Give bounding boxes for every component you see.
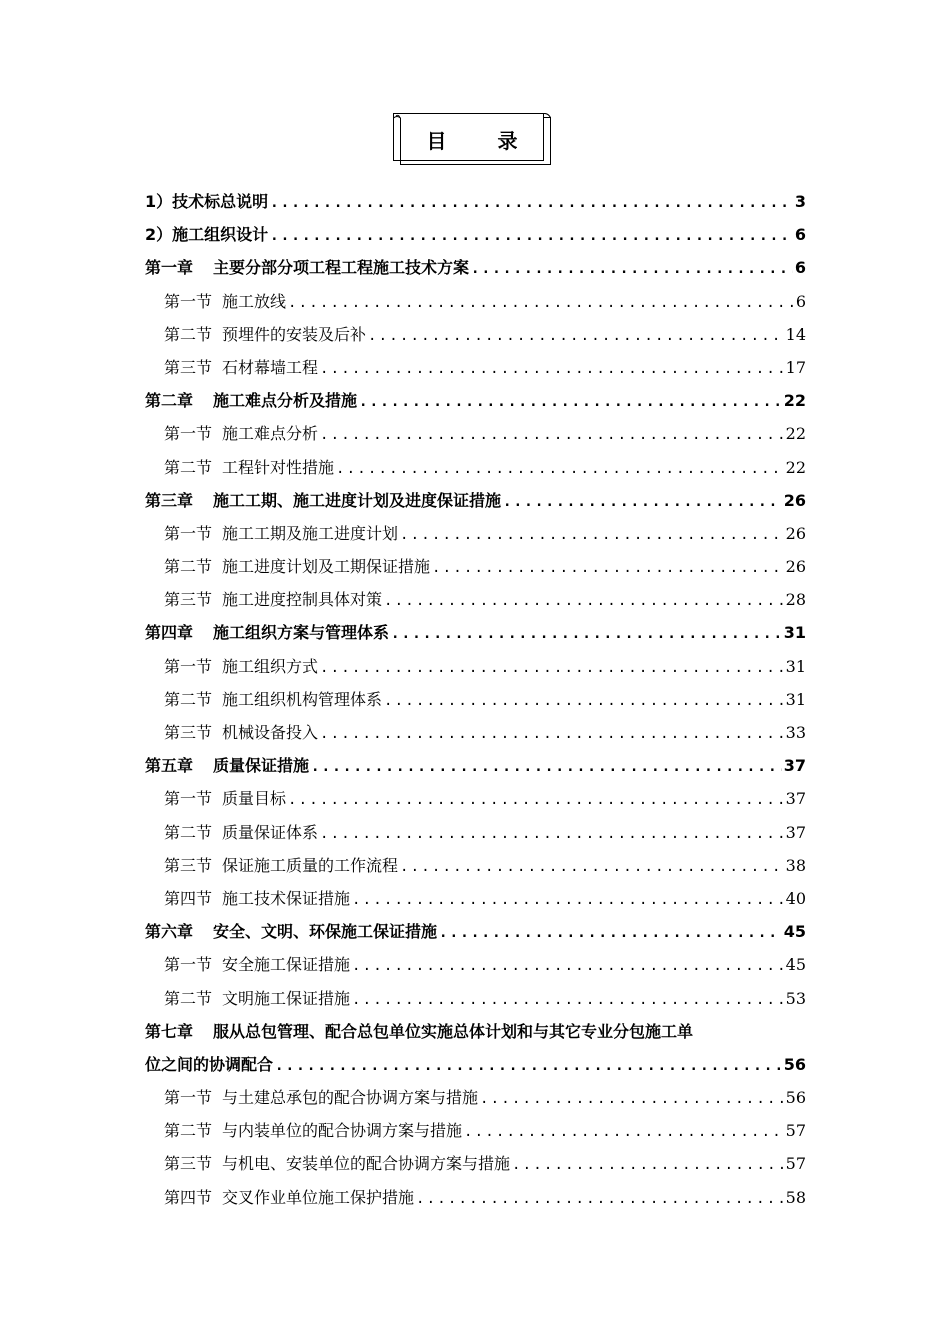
dot-leader bbox=[352, 950, 784, 983]
dot-leader bbox=[320, 818, 784, 851]
toc-entry-title-continued: 位之间的协调配合 bbox=[145, 1054, 274, 1074]
dot-leader bbox=[391, 618, 782, 651]
dot-leader bbox=[275, 1050, 782, 1083]
toc-section-entry[interactable] bbox=[145, 1081, 806, 1114]
toc-page-number: 17 bbox=[785, 357, 806, 377]
toc-section-entry[interactable] bbox=[145, 285, 806, 318]
toc-page-number: 40 bbox=[785, 888, 806, 908]
toc-chapter-entry[interactable] bbox=[145, 185, 806, 218]
toc-entry-number: 第一节 bbox=[164, 789, 213, 809]
toc-entry-number: 第二节 bbox=[164, 1121, 213, 1141]
toc-section-entry[interactable] bbox=[145, 849, 806, 882]
toc-page-number: 6 bbox=[795, 291, 806, 311]
toc-entry-number: 第一节 bbox=[164, 656, 213, 676]
toc-page-number: 53 bbox=[785, 988, 806, 1008]
toc-entry-title: 与内装单位的配合协调方案与措施 bbox=[222, 1121, 463, 1141]
table-of-contents bbox=[145, 185, 806, 1214]
toc-section-entry[interactable] bbox=[145, 982, 806, 1015]
toc-entry-label bbox=[145, 1048, 273, 1081]
toc-entry-label bbox=[164, 285, 286, 318]
toc-entry-label bbox=[164, 1114, 462, 1147]
toc-entry-number: 第二节 bbox=[164, 988, 213, 1008]
toc-entry-label bbox=[164, 517, 398, 550]
toc-entry-title: 施工进度计划及工期保证措施 bbox=[222, 557, 431, 577]
toc-page-number: 6 bbox=[794, 225, 806, 245]
toc-entry-number: 第四节 bbox=[164, 888, 213, 908]
toc-page-number: 22 bbox=[783, 391, 806, 411]
dot-leader bbox=[384, 685, 784, 718]
toc-entry-label bbox=[145, 616, 389, 649]
toc-entry-title: 交叉作业单位施工保护措施 bbox=[222, 1187, 415, 1207]
dot-leader bbox=[480, 1083, 784, 1116]
toc-entry-title: 施工放线 bbox=[222, 291, 287, 311]
toc-entry-label bbox=[164, 1147, 510, 1180]
toc-entry-title: 服从总包管理、配合总包单位实施总体计划和与其它专业分包施工单 bbox=[213, 1021, 694, 1041]
toc-page-number: 56 bbox=[783, 1054, 806, 1074]
toc-entry-label bbox=[164, 351, 318, 384]
toc-entry-title: 施工进度控制具体对策 bbox=[222, 590, 383, 610]
toc-entry-title: 施工难点分析及措施 bbox=[213, 391, 358, 411]
dot-leader bbox=[311, 751, 782, 784]
toc-section-entry[interactable] bbox=[145, 318, 806, 351]
toc-page-number: 31 bbox=[785, 689, 806, 709]
toc-entry-title: 施工组织设计 bbox=[172, 225, 269, 245]
toc-entry-number: 2） bbox=[145, 225, 173, 245]
toc-entry-label bbox=[164, 683, 382, 716]
toc-page-number: 56 bbox=[785, 1088, 806, 1108]
toc-section-entry[interactable] bbox=[145, 417, 806, 450]
toc-chapter-entry[interactable] bbox=[145, 616, 806, 649]
toc-entry-title: 施工技术保证措施 bbox=[222, 888, 351, 908]
dot-leader bbox=[352, 884, 784, 917]
toc-entry-number: 第二节 bbox=[164, 689, 213, 709]
toc-entry-label bbox=[145, 251, 469, 284]
toc-section-entry[interactable] bbox=[145, 517, 806, 550]
toc-entry-number: 第一节 bbox=[164, 1088, 213, 1108]
toc-entry-title: 施工难点分析 bbox=[222, 424, 319, 444]
toc-page-number: 45 bbox=[783, 922, 806, 942]
toc-entry-number: 第四章 bbox=[145, 623, 194, 643]
toc-entry-title: 安全施工保证措施 bbox=[222, 955, 351, 975]
toc-page-number: 37 bbox=[785, 822, 806, 842]
toc-entry-label bbox=[164, 1081, 478, 1114]
toc-page-number: 26 bbox=[783, 490, 806, 510]
toc-title-scroll bbox=[392, 113, 552, 165]
dot-leader bbox=[359, 386, 782, 419]
toc-entry-title: 质量保证措施 bbox=[213, 756, 310, 776]
toc-page-number: 6 bbox=[794, 258, 806, 278]
toc-entry-number: 第二节 bbox=[164, 457, 213, 477]
toc-entry-title: 施工工期及施工进度计划 bbox=[222, 523, 399, 543]
toc-entry-number: 第一章 bbox=[145, 258, 194, 278]
toc-section-entry[interactable] bbox=[145, 716, 806, 749]
toc-entry-title: 技术标总说明 bbox=[172, 192, 269, 211]
toc-entry-label bbox=[164, 849, 398, 882]
toc-entry-number: 第四节 bbox=[164, 1187, 213, 1207]
toc-entry-number: 第二章 bbox=[145, 391, 194, 411]
dot-leader bbox=[432, 552, 784, 585]
toc-entry-label bbox=[164, 782, 286, 815]
toc-page-number: 26 bbox=[785, 523, 806, 543]
dot-leader bbox=[368, 320, 784, 353]
toc-entry-label bbox=[164, 417, 318, 450]
toc-entry-number: 第六章 bbox=[145, 922, 194, 942]
toc-entry-title: 质量保证体系 bbox=[222, 822, 319, 842]
toc-chapter-entry[interactable] bbox=[145, 915, 806, 948]
toc-entry-number: 第七章 bbox=[145, 1021, 194, 1041]
dot-leader bbox=[439, 917, 782, 950]
toc-entry-number: 第三节 bbox=[164, 357, 213, 377]
dot-leader bbox=[320, 718, 784, 751]
toc-entry-label bbox=[164, 882, 350, 915]
toc-section-entry[interactable] bbox=[145, 650, 806, 683]
toc-entry-number: 第五章 bbox=[145, 756, 194, 776]
toc-entry-number: 第三节 bbox=[164, 590, 213, 610]
toc-entry-title: 施工组织机构管理体系 bbox=[222, 689, 383, 709]
toc-page-number: 14 bbox=[785, 324, 806, 344]
toc-page-number: 37 bbox=[785, 789, 806, 809]
toc-page-number: 28 bbox=[785, 590, 806, 610]
toc-entry-number: 第一节 bbox=[164, 955, 213, 975]
toc-section-entry[interactable] bbox=[145, 550, 806, 583]
toc-entry-label bbox=[164, 583, 382, 616]
toc-entry-number: 第三章 bbox=[145, 490, 194, 510]
toc-entry-title: 质量目标 bbox=[222, 789, 287, 809]
toc-section-entry[interactable] bbox=[145, 451, 806, 484]
toc-entry-title: 施工组织方案与管理体系 bbox=[213, 623, 390, 643]
dot-leader bbox=[400, 519, 784, 552]
toc-chapter-entry[interactable] bbox=[145, 384, 806, 417]
toc-entry-title: 施工工期、施工进度计划及进度保证措施 bbox=[213, 490, 502, 510]
toc-page-number: 38 bbox=[785, 855, 806, 875]
dot-leader bbox=[352, 984, 784, 1017]
toc-chapter-entry[interactable] bbox=[145, 484, 806, 517]
toc-entry-number: 第一节 bbox=[164, 424, 213, 444]
toc-entry-number: 第三节 bbox=[164, 723, 213, 742]
toc-entry-title: 安全、文明、环保施工保证措施 bbox=[213, 922, 438, 942]
toc-page-number: 26 bbox=[785, 557, 806, 577]
toc-page-number: 37 bbox=[783, 756, 806, 776]
dot-leader bbox=[270, 187, 793, 220]
toc-entry-title: 机械设备投入 bbox=[222, 723, 319, 742]
toc-entry-number: 第三节 bbox=[164, 1154, 213, 1174]
toc-entry-title: 预埋件的安装及后补 bbox=[222, 324, 367, 344]
toc-section-entry[interactable] bbox=[145, 1114, 806, 1147]
toc-entry-number: 第二节 bbox=[164, 557, 213, 577]
toc-entry-label bbox=[164, 550, 430, 583]
toc-page-number: 58 bbox=[785, 1187, 806, 1207]
toc-entry-number: 第二节 bbox=[164, 324, 213, 344]
toc-section-entry[interactable] bbox=[145, 683, 806, 716]
toc-section-entry[interactable] bbox=[145, 882, 806, 915]
dot-leader bbox=[503, 486, 782, 519]
toc-section-entry[interactable] bbox=[145, 583, 806, 616]
page-title: 目 录 bbox=[426, 128, 540, 153]
toc-entry-title: 主要分部分项工程工程施工技术方案 bbox=[213, 258, 470, 278]
toc-page-number: 31 bbox=[785, 656, 806, 676]
toc-page-number: 57 bbox=[785, 1121, 806, 1141]
toc-section-entry[interactable] bbox=[145, 1147, 806, 1180]
toc-section-entry[interactable] bbox=[145, 782, 806, 815]
toc-entry-label bbox=[164, 451, 334, 484]
dot-leader bbox=[384, 585, 784, 618]
toc-page-number: 45 bbox=[785, 955, 806, 975]
toc-page-number: 3 bbox=[794, 192, 806, 211]
toc-entry-label bbox=[164, 816, 318, 849]
toc-entry-title: 与土建总承包的配合协调方案与措施 bbox=[222, 1088, 479, 1108]
toc-page-number: 31 bbox=[783, 623, 806, 643]
toc-chapter-entry[interactable] bbox=[145, 218, 806, 251]
toc-page-number: 22 bbox=[785, 457, 806, 477]
toc-entry-title: 与机电、安装单位的配合协调方案与措施 bbox=[222, 1154, 511, 1174]
toc-entry-label bbox=[164, 948, 350, 981]
toc-page-number: 22 bbox=[785, 424, 806, 444]
dot-leader bbox=[471, 253, 793, 286]
toc-section-entry[interactable] bbox=[145, 351, 806, 384]
dot-leader bbox=[320, 652, 784, 685]
toc-chapter-entry-line1[interactable] bbox=[145, 1015, 806, 1048]
toc-entry-title: 文明施工保证措施 bbox=[222, 988, 351, 1008]
toc-entry-number: 第一节 bbox=[164, 523, 213, 543]
toc-chapter-entry[interactable] bbox=[145, 1048, 806, 1081]
dot-leader bbox=[320, 419, 784, 452]
toc-section-entry[interactable] bbox=[145, 948, 806, 981]
toc-section-entry[interactable] bbox=[145, 816, 806, 849]
dot-leader bbox=[320, 353, 784, 386]
dot-leader bbox=[336, 453, 784, 486]
toc-entry-label bbox=[145, 218, 268, 251]
toc-entry-number: 第三节 bbox=[164, 855, 213, 875]
toc-page-number: 57 bbox=[785, 1154, 806, 1174]
toc-entry-label bbox=[164, 1181, 414, 1214]
dot-leader bbox=[270, 220, 793, 253]
toc-entry-title: 工程针对性措施 bbox=[222, 457, 335, 477]
toc-entry-number: 第一节 bbox=[164, 291, 213, 311]
toc-entry-label bbox=[164, 716, 318, 749]
toc-entry-label bbox=[164, 318, 366, 351]
toc-entry-label bbox=[164, 982, 350, 1015]
dot-leader bbox=[288, 784, 784, 817]
toc-entry-title: 石材幕墙工程 bbox=[222, 357, 319, 377]
toc-entry-label bbox=[145, 185, 268, 218]
toc-chapter-entry[interactable] bbox=[145, 251, 806, 284]
toc-section-entry[interactable] bbox=[145, 1181, 806, 1214]
dot-leader bbox=[288, 287, 794, 320]
toc-entry-label bbox=[164, 650, 318, 683]
toc-page-number: 33 bbox=[785, 723, 806, 742]
toc-entry-title: 保证施工质量的工作流程 bbox=[222, 855, 399, 875]
dot-leader bbox=[416, 1183, 784, 1216]
toc-entry-number: 第二节 bbox=[164, 822, 213, 842]
toc-entry-title: 施工组织方式 bbox=[222, 656, 319, 676]
toc-entry-label bbox=[145, 384, 357, 417]
toc-entry-label bbox=[145, 749, 309, 782]
toc-chapter-entry[interactable] bbox=[145, 749, 806, 782]
toc-entry-number: 1） bbox=[145, 192, 173, 211]
dot-leader bbox=[512, 1149, 784, 1182]
dot-leader bbox=[464, 1116, 784, 1149]
toc-entry-label bbox=[145, 484, 501, 517]
dot-leader bbox=[400, 851, 784, 884]
toc-entry-label bbox=[145, 915, 437, 948]
